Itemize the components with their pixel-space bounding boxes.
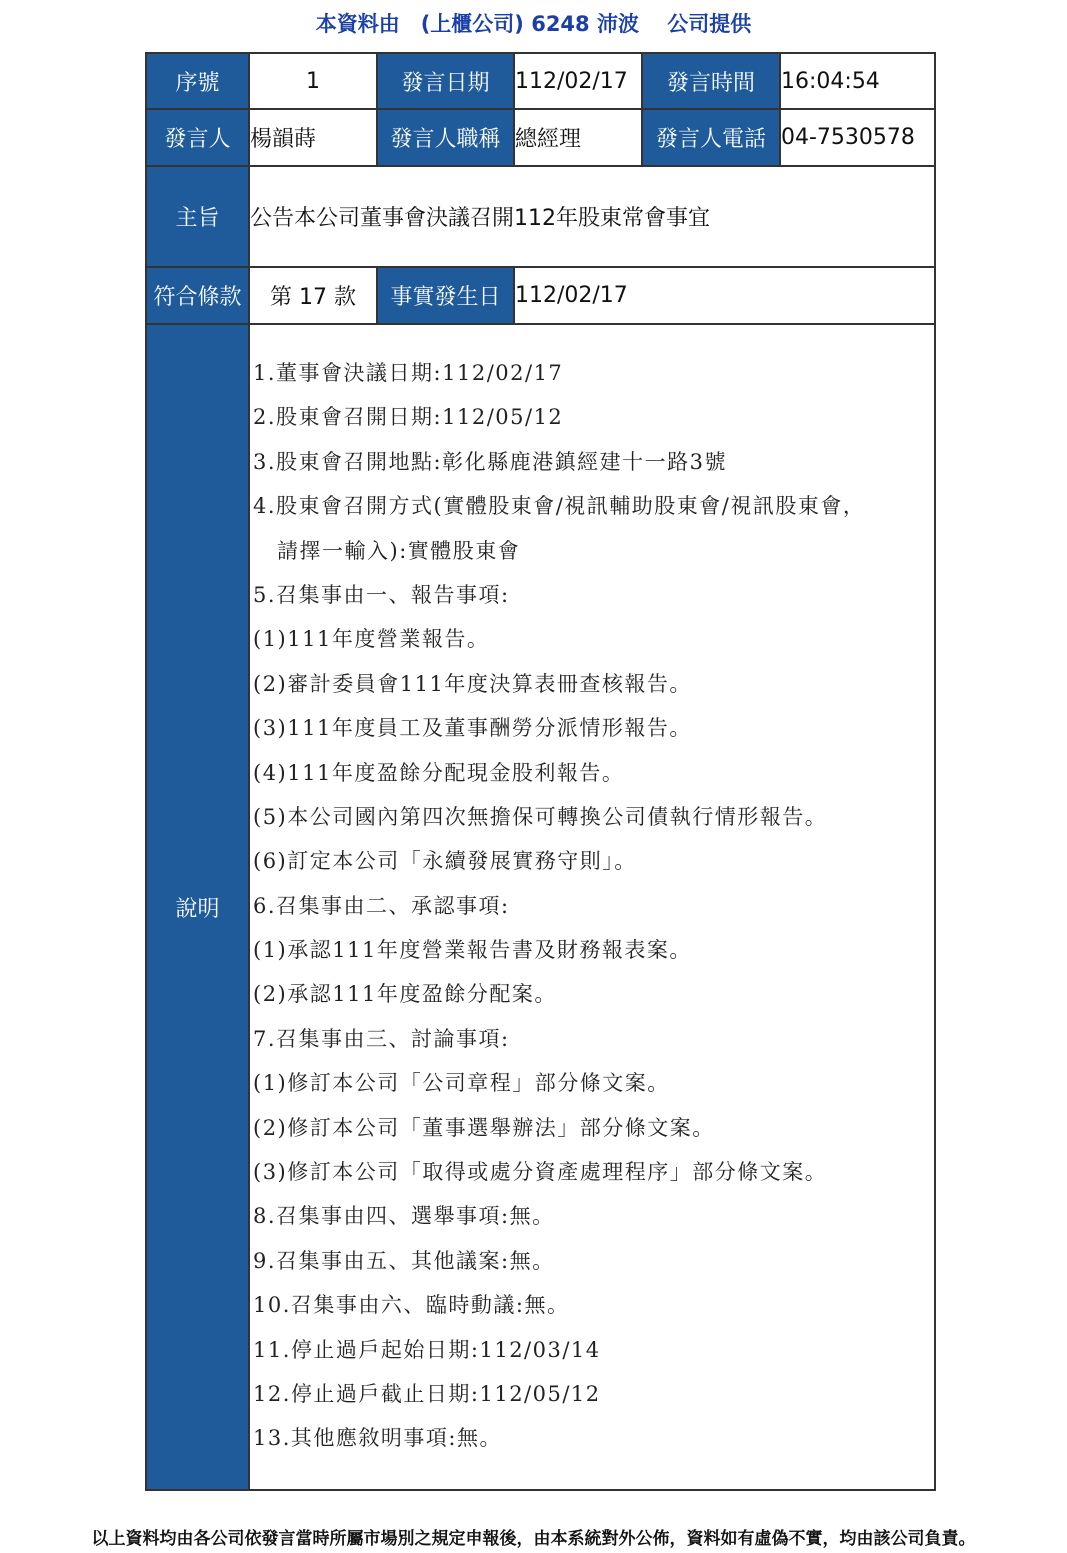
description-line: (5)本公司國內第四次無擔保可轉換公司債執行情形報告。 bbox=[253, 804, 828, 829]
page-header: 本資料由 (上櫃公司) 6248 沛波 公司提供 bbox=[315, 12, 752, 36]
description-line: 7.召集事由三、討論事項: bbox=[253, 1026, 510, 1051]
description-line: 5.召集事由一、報告事項: bbox=[253, 582, 510, 607]
description-line: (2)審計委員會111年度決算表冊查核報告。 bbox=[253, 671, 692, 696]
description-line: (2)承認111年度盈餘分配案。 bbox=[253, 982, 557, 1007]
seq-label: 序號 bbox=[146, 53, 249, 109]
disclaimer-footer: 以上資料均由各公司依發言當時所屬市場別之規定申報後，由本系統對外公佈，資料如有虛偽不實，均由該公司負責。 bbox=[91, 1529, 976, 1549]
description-line: (1)111年度營業報告。 bbox=[253, 627, 490, 652]
description-line: 2.股東會召開日期:112/05/12 bbox=[253, 405, 564, 430]
description-line: (1)承認111年度營業報告書及財務報表案。 bbox=[253, 938, 692, 963]
date-value: 112/02/17 bbox=[514, 53, 642, 109]
row-subject bbox=[146, 166, 935, 267]
description-line: 12.停止過戶截止日期:112/05/12 bbox=[253, 1381, 601, 1406]
description-line: 6.召集事由二、承認事項: bbox=[253, 893, 510, 918]
time-value: 16:04:54 bbox=[780, 53, 935, 109]
description-line: (6)訂定本公司「永續發展實務守則」。 bbox=[253, 849, 637, 874]
description-line: 4.股東會召開方式(實體股東會/視訊輔助股東會/視訊股東會， bbox=[253, 494, 866, 519]
description-line: 3.股東會召開地點:彰化縣鹿港鎮經建十一路3號 bbox=[253, 449, 727, 474]
description-line: 13.其他應敘明事項:無。 bbox=[253, 1426, 502, 1451]
seq-value: 1 bbox=[249, 53, 377, 109]
speaker-value: 楊韻蒔 bbox=[249, 109, 377, 166]
fact-date-value: 112/02/17 bbox=[514, 267, 935, 324]
description-label: 說明 bbox=[146, 324, 249, 1490]
speaker-phone-value: 04-7530578 bbox=[780, 109, 935, 166]
description-line: 11.停止過戶起始日期:112/03/14 bbox=[253, 1337, 601, 1362]
speaker-title-label: 發言人職稱 bbox=[377, 109, 514, 166]
description-line: 9.召集事由五、其他議案:無。 bbox=[253, 1248, 555, 1273]
subject-value: 公告本公司董事會決議召開112年股東常會事宜 bbox=[249, 166, 935, 267]
row-clause bbox=[146, 267, 935, 324]
description-line: (1)修訂本公司「公司章程」部分條文案。 bbox=[253, 1071, 670, 1096]
row-seq-date-time bbox=[146, 53, 935, 109]
time-label: 發言時間 bbox=[642, 53, 780, 109]
description-line: (4)111年度盈餘分配現金股利報告。 bbox=[253, 760, 625, 785]
subject-label: 主旨 bbox=[146, 166, 249, 267]
date-label: 發言日期 bbox=[377, 53, 514, 109]
speaker-label: 發言人 bbox=[146, 109, 249, 166]
speaker-phone-label: 發言人電話 bbox=[642, 109, 780, 166]
fact-date-label: 事實發生日 bbox=[377, 267, 514, 324]
description-line: 8.召集事由四、選舉事項:無。 bbox=[253, 1204, 555, 1229]
announcement-table bbox=[145, 52, 936, 1491]
description-line: (3)修訂本公司「取得或處分資產處理程序」部分條文案。 bbox=[253, 1160, 828, 1185]
description-line: 請擇一輸入):實體股東會 bbox=[277, 538, 521, 563]
description-cell bbox=[249, 324, 935, 1490]
description-line: (3)111年度員工及董事酬勞分派情形報告。 bbox=[253, 716, 692, 741]
row-description bbox=[146, 324, 935, 1490]
description-line: 10.召集事由六、臨時動議:無。 bbox=[253, 1293, 570, 1318]
description-line: 1.董事會決議日期:112/02/17 bbox=[253, 361, 564, 385]
description-line: (2)修訂本公司「董事選舉辦法」部分條文案。 bbox=[253, 1115, 715, 1140]
row-speaker bbox=[146, 109, 935, 166]
clause-label: 符合條款 bbox=[146, 267, 249, 324]
clause-value: 第 17 款 bbox=[249, 267, 377, 324]
speaker-title-value: 總經理 bbox=[514, 109, 642, 166]
description-body bbox=[250, 325, 934, 1483]
